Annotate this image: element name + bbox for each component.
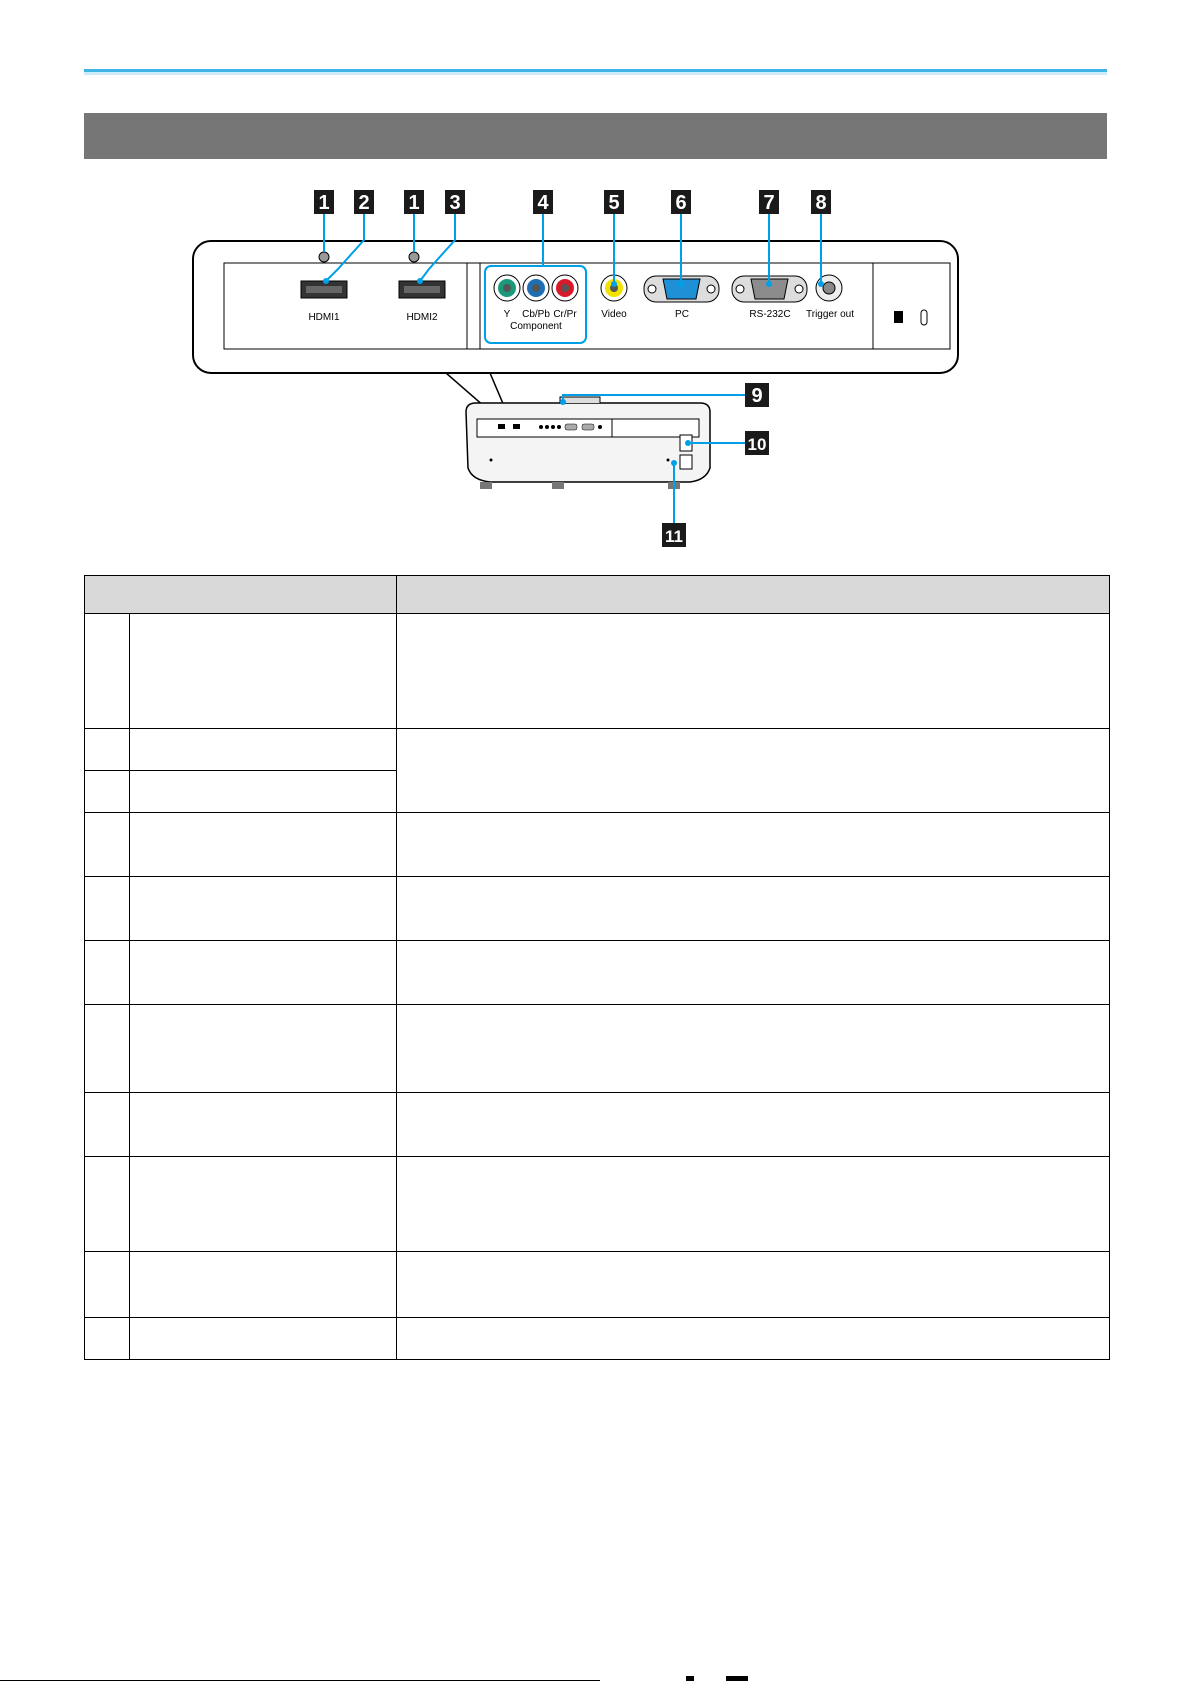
- y-label: Y: [503, 309, 511, 320]
- table-cell: [397, 1252, 1110, 1318]
- pc-label: PC: [675, 309, 689, 320]
- table-cell: [130, 1318, 397, 1360]
- table-cell: [85, 813, 130, 877]
- callout-number: 11: [665, 527, 683, 546]
- table-cell: [130, 614, 397, 729]
- table-row: [85, 813, 1110, 877]
- table-row: [85, 729, 1110, 771]
- table-cell: [130, 877, 397, 941]
- section-banner: [84, 113, 1107, 159]
- table-cell: [397, 729, 1110, 813]
- table-row: [85, 1005, 1110, 1093]
- hdmi2-label: HDMI2: [406, 312, 438, 323]
- table-cell: [397, 1318, 1110, 1360]
- rear-panel-illustration: [180, 180, 1030, 560]
- table-header-cell: [85, 576, 397, 614]
- table-cell: [130, 1252, 397, 1318]
- callout-number: 8: [815, 192, 827, 214]
- trigger-out-label: Trigger out: [806, 309, 854, 320]
- table-cell: [397, 813, 1110, 877]
- table-header-cell: [397, 576, 1110, 614]
- table-row: [85, 614, 1110, 729]
- table-cell: [85, 1005, 130, 1093]
- table-cell: [85, 614, 130, 729]
- footer-rule: [0, 1680, 600, 1681]
- table-cell: [85, 1318, 130, 1360]
- table-cell: [85, 771, 130, 813]
- table-cell: [130, 729, 397, 771]
- cbpb-label: Cb/Pb: [522, 309, 550, 320]
- table-cell: [130, 941, 397, 1005]
- callout-number: 9: [751, 385, 763, 407]
- table-row: [85, 1157, 1110, 1252]
- indicator-led: [409, 252, 419, 262]
- component-label: Component: [510, 321, 562, 332]
- header-rule-shadow: [84, 72, 1107, 75]
- crpr-label: Cr/Pr: [553, 309, 577, 320]
- table-row: [85, 941, 1110, 1005]
- table-cell: [85, 877, 130, 941]
- callout-number: 1: [318, 192, 330, 214]
- footer-mark: [726, 1676, 748, 1681]
- table-cell: [130, 1157, 397, 1252]
- table-cell: [397, 877, 1110, 941]
- table-cell: [85, 729, 130, 771]
- callout-number: 2: [358, 192, 370, 214]
- callout-number: 5: [608, 192, 620, 214]
- rs232c-label: RS-232C: [749, 309, 791, 320]
- table-cell: [130, 813, 397, 877]
- callout-number: 6: [675, 192, 687, 214]
- table-cell: [130, 1005, 397, 1093]
- rear-panel-figure: [180, 180, 1030, 560]
- security-slot: [921, 310, 927, 325]
- table-cell: [85, 1157, 130, 1252]
- table-row: [85, 877, 1110, 941]
- table-cell: [397, 1093, 1110, 1157]
- table-cell: [85, 1252, 130, 1318]
- callout-number: 7: [763, 192, 775, 214]
- indicator-led: [319, 252, 329, 262]
- video-label: Video: [601, 309, 627, 320]
- table-header-row: [85, 576, 1110, 614]
- footer-mark: [686, 1676, 694, 1681]
- table-cell: [397, 1157, 1110, 1252]
- hdmi1-label: HDMI1: [308, 312, 340, 323]
- table-row: [85, 1093, 1110, 1157]
- callout-number: 1: [408, 192, 420, 214]
- table-cell: [85, 1093, 130, 1157]
- callout-number: 10: [747, 435, 767, 454]
- table-row: [85, 1252, 1110, 1318]
- callout-number: 3: [449, 192, 461, 214]
- table-cell: [397, 1005, 1110, 1093]
- table-cell: [130, 1093, 397, 1157]
- security-lock-icon: [894, 311, 903, 323]
- callout-number: 4: [537, 192, 549, 214]
- table-cell: [397, 941, 1110, 1005]
- table-cell: [397, 614, 1110, 729]
- parts-table: [84, 575, 1110, 1360]
- table-cell: [85, 941, 130, 1005]
- table-cell: [130, 771, 397, 813]
- lan-port: [680, 455, 692, 469]
- table-row: [85, 1318, 1110, 1360]
